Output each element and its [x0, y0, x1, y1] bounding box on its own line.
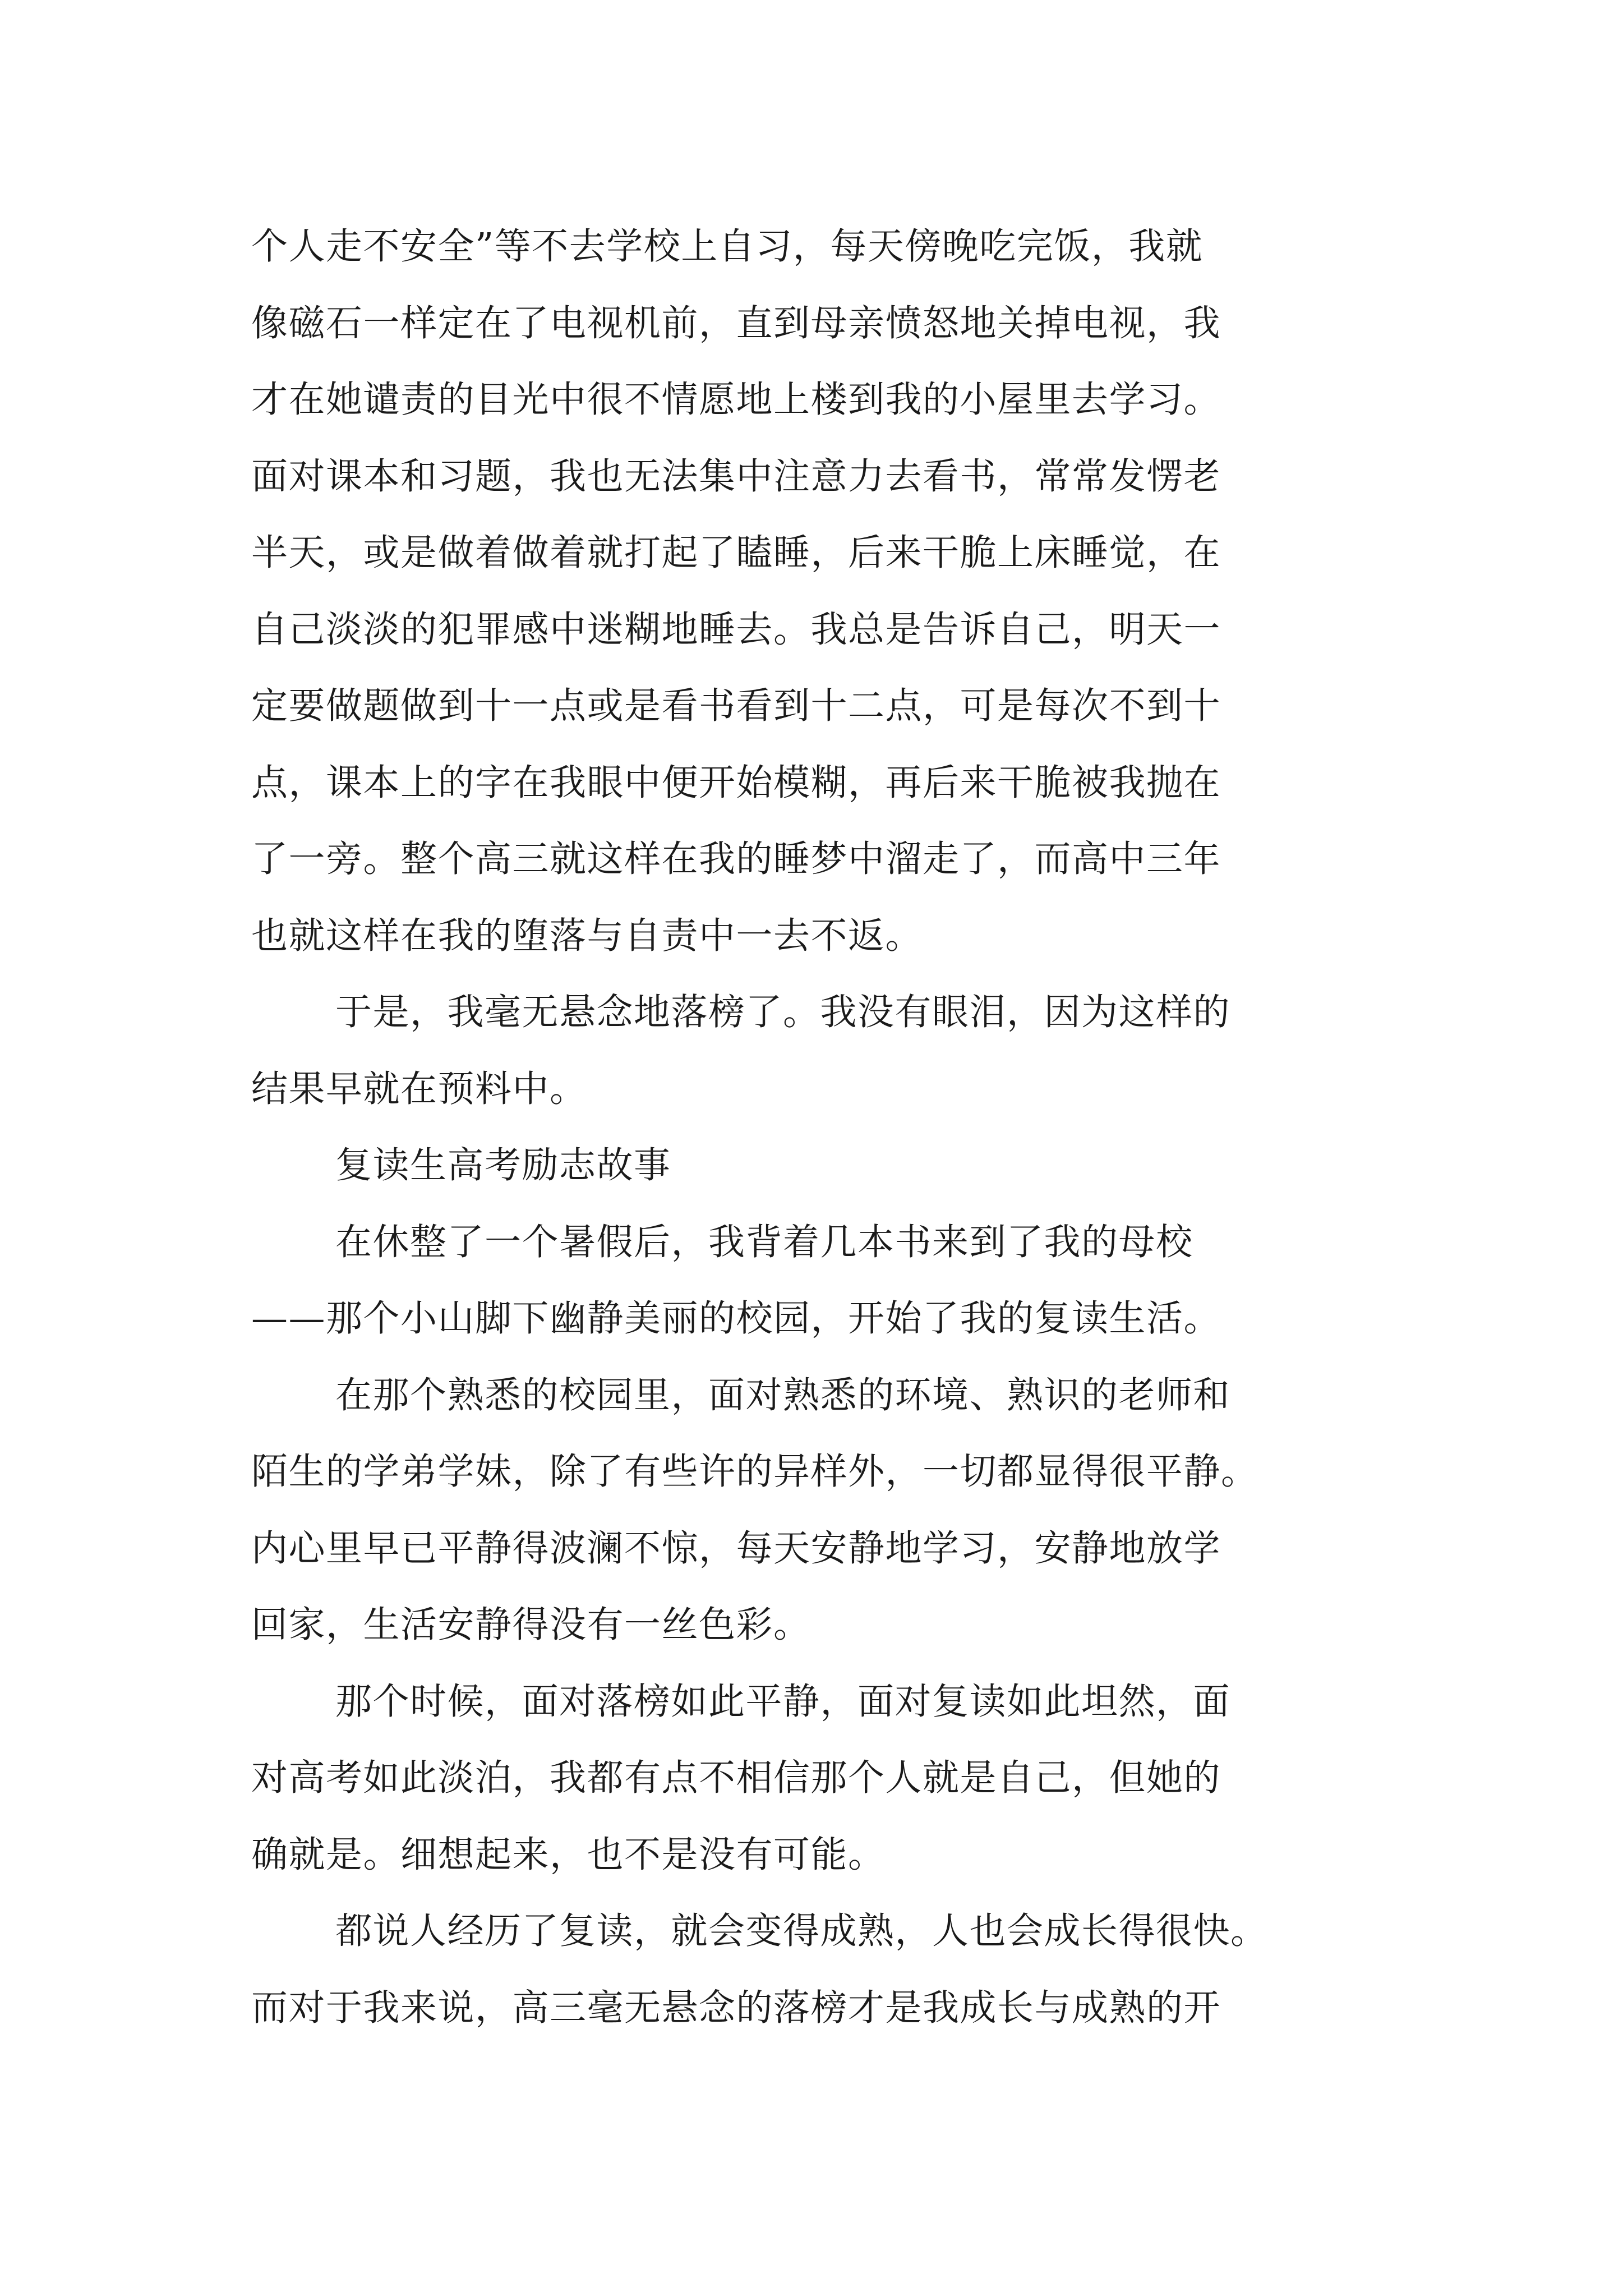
- text-line: 陌生的学弟学妹，除了有些许的异样外，一切都显得很平静。: [251, 1451, 1258, 1493]
- text-line: 在休整了一个暑假后，我背着几本书来到了我的母校: [335, 1221, 1193, 1263]
- section-heading: 复读生高考励志故事: [335, 1144, 671, 1186]
- text-line: 对高考如此淡泊，我都有点不相信那个人就是自己，但她的: [251, 1757, 1221, 1799]
- text-line: 都说人经历了复读，就会变得成熟，人也会成长得很快。: [335, 1910, 1268, 1952]
- text-line: 那个时候，面对落榜如此平静，面对复读如此坦然，面: [335, 1680, 1231, 1723]
- text-line: 点，课本上的字在我眼中便开始模糊，再后来干脆被我抛在: [251, 761, 1221, 804]
- text-line: 半天，或是做着做着就打起了瞌睡，后来干脆上床睡觉，在: [251, 532, 1221, 574]
- text-line: 定要做题做到十一点或是看书看到十二点，可是每次不到十: [251, 685, 1221, 727]
- text-line: 而对于我来说，高三毫无悬念的落榜才是我成长与成熟的开: [251, 1986, 1221, 2029]
- text-line: 自己淡淡的犯罪感中迷糊地睡去。我总是告诉自己，明天一: [251, 608, 1221, 651]
- text-line: 内心里早已平静得波澜不惊，每天安静地学习，安静地放学: [251, 1527, 1221, 1570]
- text-line: 了一旁。整个高三就这样在我的睡梦中溜走了，而高中三年: [251, 838, 1221, 880]
- body-text: [251, 209, 1373, 2046]
- text-line: 结果早就在预料中。: [251, 1068, 587, 1110]
- text-line: 回家，生活安静得没有一丝色彩。: [251, 1604, 811, 1646]
- text-line: 也就这样在我的堕落与自责中一去不返。: [251, 914, 923, 957]
- text-line: 于是，我毫无悬念地落榜了。我没有眼泪，因为这样的: [335, 991, 1231, 1033]
- text-line: 面对课本和习题，我也无法集中注意力去看书，常常发愣老: [251, 455, 1221, 498]
- text-line: 像磁石一样定在了电视机前，直到母亲愤怒地关掉电视，我: [251, 302, 1221, 344]
- text-line: ——那个小山脚下幽静美丽的校园，开始了我的复读生活。: [251, 1297, 1221, 1340]
- text-line: 确就是。细想起来，也不是没有可能。: [251, 1833, 886, 1876]
- text-line: 个人走不安全”等不去学校上自习，每天傍晚吃完饭，我就: [251, 226, 1204, 268]
- text-line: 在那个熟悉的校园里，面对熟悉的环境、熟识的老师和: [335, 1374, 1231, 1416]
- text-line: 才在她谴责的目光中很不情愿地上楼到我的小屋里去学习。: [251, 379, 1221, 421]
